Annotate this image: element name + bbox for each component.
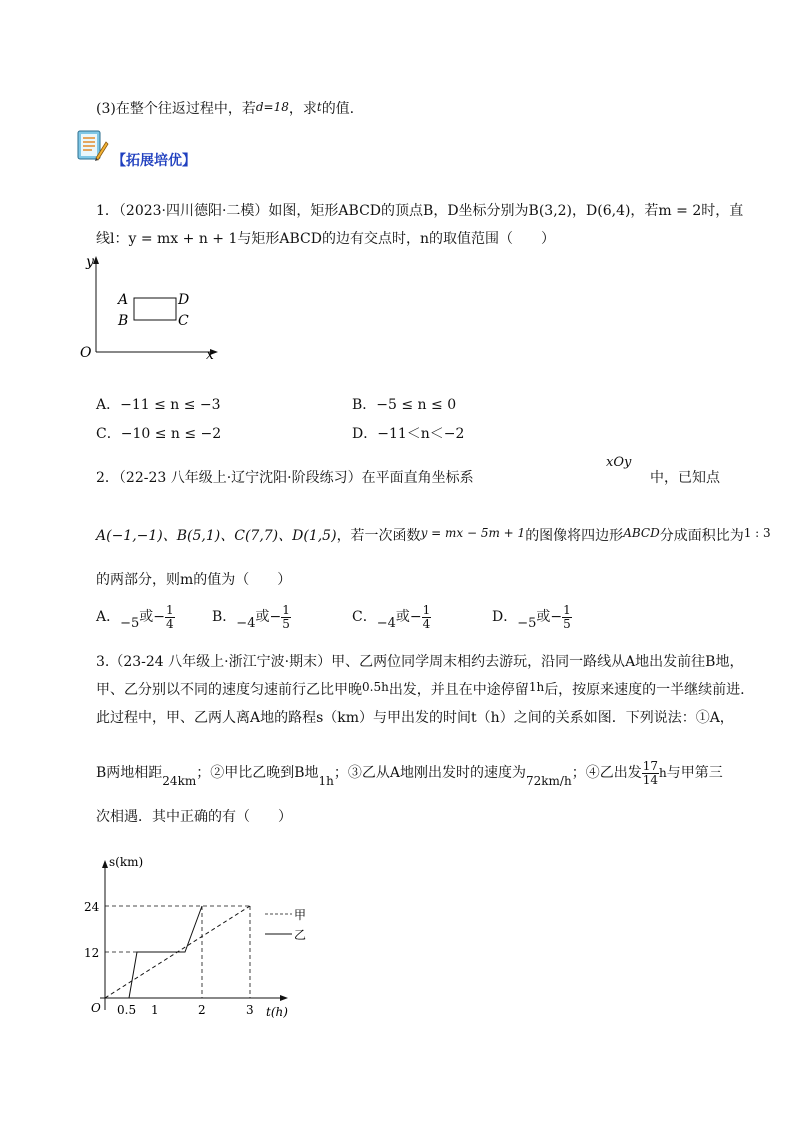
q1-option-b[interactable]: B．−5 ≤ n ≤ 0: [352, 397, 457, 413]
text: 2．（22-23 八年级上·辽宁沈阳·阶段练习）在平面直角坐标系: [96, 470, 474, 486]
text: 出发，并且在中途停留: [388, 682, 529, 698]
den: 5: [563, 616, 571, 631]
math: A(−1,−1)、B(5,1)、C(7,7)、D(1,5): [96, 528, 337, 544]
math: 0.5h: [362, 680, 389, 694]
sign: −: [550, 609, 563, 626]
text: 或: [255, 609, 270, 626]
text: ；②甲比乙晚到B地: [196, 765, 319, 782]
fraction: [281, 604, 291, 630]
text: 分成面积比为: [659, 528, 744, 544]
label: C．: [352, 609, 377, 626]
q3-line5: 次相遇．其中正确的有（ ）: [96, 809, 292, 825]
q2-option-d[interactable]: [492, 604, 572, 631]
q1-option-a[interactable]: A．−11 ≤ n ≤ −3: [96, 397, 221, 413]
den: 5: [282, 616, 290, 631]
value: −5: [120, 616, 140, 632]
den: 4: [166, 616, 174, 631]
question-3-part: [96, 98, 354, 118]
text: 后，按原来速度的一半继续前进.: [544, 682, 745, 698]
y-axis-label: y: [86, 254, 94, 270]
graph-x-label: t(h): [266, 1005, 288, 1019]
point-b-label: B: [118, 313, 129, 329]
math: 72km/h: [526, 774, 572, 789]
num: 1: [563, 603, 571, 617]
text: ，若一次函数: [336, 528, 421, 544]
num: 1: [282, 603, 290, 617]
q3-line2: [96, 679, 745, 699]
legend-yi: 乙: [294, 928, 307, 942]
point-d-label: D: [178, 292, 190, 308]
q3-line4: [96, 760, 723, 788]
text: 或: [536, 609, 551, 626]
q3-line1: 3.（23-24 八年级上·浙江宁波·期末）甲、乙两位同学周末相约去游玩，沿同一路线从A地出发前往B地，: [96, 654, 744, 670]
q2-line1-math: xOy: [606, 455, 632, 470]
graph-y-tick-24: 24: [84, 900, 100, 914]
q2-option-b[interactable]: [212, 604, 291, 631]
text: 的图像将四边形: [525, 528, 624, 544]
q3-line3: 此过程中，甲、乙两人离A地的路程s（km）与甲出发的时间t（h）之间的关系如图．下列说法：①A，: [96, 710, 734, 726]
graph-x-tick-2: 2: [198, 1003, 206, 1017]
den: 4: [422, 616, 431, 631]
num: 1: [422, 603, 431, 617]
q3-graph: [60, 850, 330, 1054]
text: 或: [139, 609, 154, 626]
q2-option-c[interactable]: [352, 604, 431, 631]
point-c-label: C: [178, 313, 189, 329]
text: 与甲第三: [666, 765, 723, 782]
q2-line2: [96, 525, 771, 545]
math: 1h: [318, 774, 334, 789]
fraction: [642, 760, 659, 786]
text: ；④乙出发: [571, 765, 642, 782]
label: D．: [492, 609, 518, 626]
graph-y-label: s(km): [109, 855, 144, 869]
text: B两地相距: [96, 765, 163, 782]
den: 14: [642, 772, 658, 787]
q1-line2: 线l：y = mx + n + 1与矩形ABCD的边有交点时，n的取值范围（ ）: [96, 231, 555, 247]
fraction: [165, 604, 175, 630]
q2-line1-end: 中，已知点: [650, 470, 720, 486]
q1-figure: [70, 252, 230, 371]
unit: h: [659, 766, 667, 781]
num: 1: [166, 603, 174, 617]
q1-option-d[interactable]: D．−11＜n＜−2: [352, 426, 465, 442]
text: 甲、乙分别以不同的速度匀速前行乙比甲晚: [96, 682, 362, 698]
graph-x-tick-3: 3: [246, 1003, 254, 1017]
label: B．: [212, 609, 237, 626]
q2-line3: 的两部分，则m的值为（ ）: [96, 572, 292, 588]
q1-option-c[interactable]: C．−10 ≤ n ≤ −2: [96, 426, 222, 442]
math: ABCD: [623, 526, 660, 540]
value: −5: [517, 616, 537, 632]
value: −4: [376, 616, 396, 632]
math: t: [316, 100, 322, 114]
graph-origin-label: O: [91, 1001, 101, 1015]
fraction: [562, 604, 572, 630]
text: 或: [395, 609, 410, 626]
point-a-label: A: [118, 292, 129, 308]
text: (3)在整个往返过程中，若: [96, 101, 256, 117]
legend-jia: 甲: [294, 908, 307, 922]
graph-x-tick-05: 0.5: [117, 1003, 137, 1017]
math: d=18: [255, 100, 289, 114]
math: 24km: [162, 774, 197, 789]
section-title: 【拓展培优】: [112, 153, 196, 169]
sign: −: [269, 609, 282, 626]
text: 的值.: [321, 101, 355, 117]
q2-option-a[interactable]: [96, 604, 175, 631]
math: y = mx − 5m + 1: [420, 526, 526, 540]
notebook-icon: [74, 128, 110, 164]
math: 1h: [528, 680, 545, 694]
fraction: [422, 604, 432, 630]
value: −4: [236, 616, 256, 632]
origin-label: O: [80, 345, 92, 361]
x-axis-label: x: [206, 347, 214, 363]
graph-x-tick-1: 1: [151, 1003, 159, 1017]
text: ，求: [288, 101, 317, 117]
sign: −: [153, 609, 166, 626]
num: 17: [642, 759, 658, 773]
text: ；③乙从A地刚出发时的速度为: [333, 765, 527, 782]
math: 1 : 3: [743, 526, 771, 540]
sign: −: [409, 609, 422, 626]
label: A．: [96, 609, 121, 626]
graph-y-tick-12: 12: [84, 946, 100, 960]
q1-line1: 1．（2023·四川德阳·二模）如图，矩形ABCD的顶点B，D坐标分别为B(3,2)，D(6,4)，若m = 2时，直: [96, 203, 744, 219]
q2-line1: [96, 467, 474, 487]
